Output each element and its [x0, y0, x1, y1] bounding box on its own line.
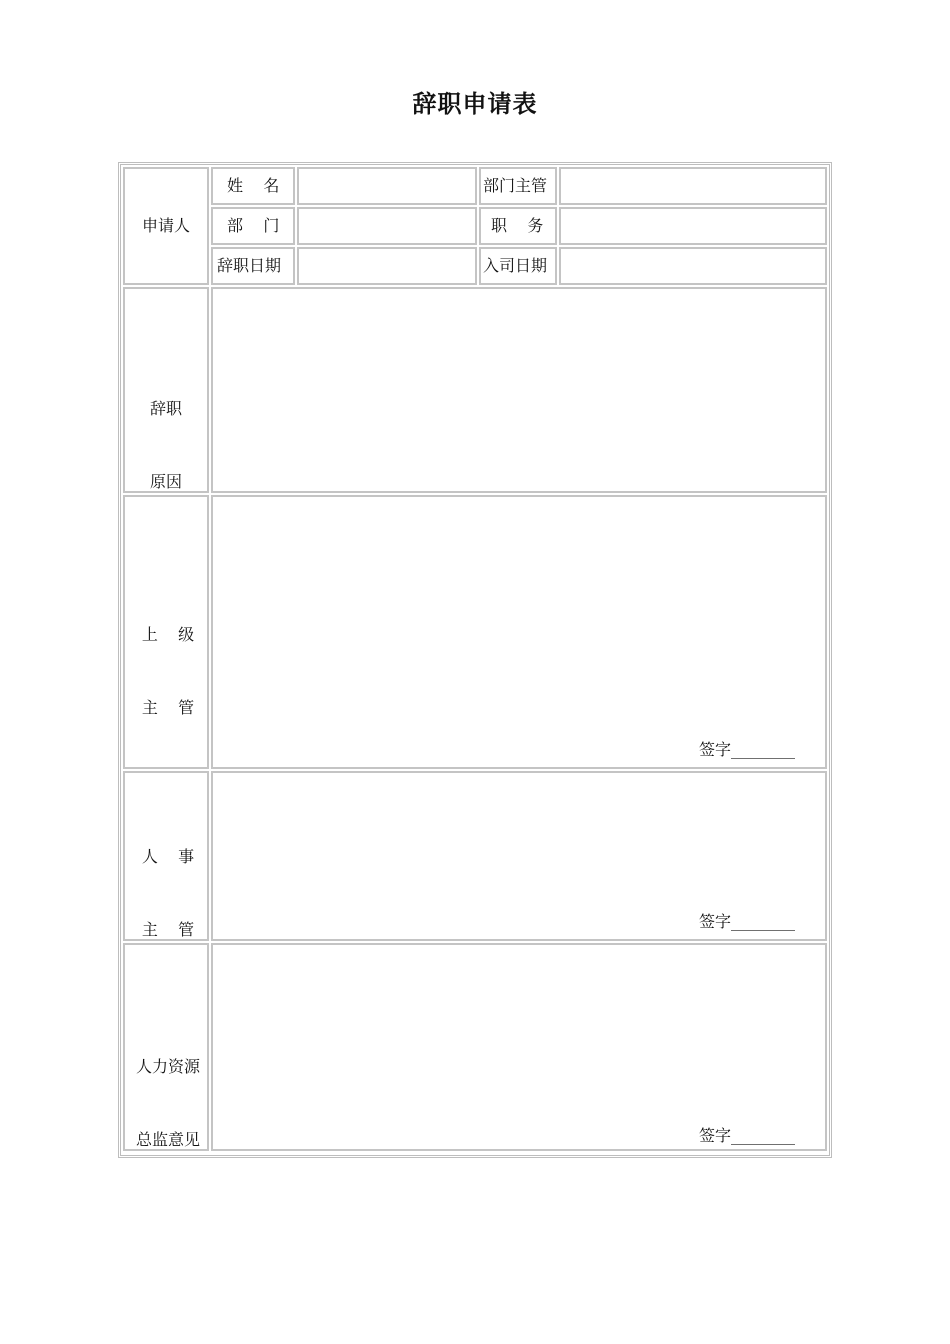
join-date-label: 入司日期	[483, 256, 548, 275]
hr-signature: 签字________	[698, 912, 795, 931]
position-label-cell	[479, 207, 557, 245]
supervisor-field[interactable]	[559, 167, 827, 205]
reason-field[interactable]	[211, 287, 827, 493]
name-label-cell	[211, 167, 295, 205]
superior-signature: 签字________	[698, 740, 795, 759]
reason-label-cell	[123, 287, 209, 493]
dept-label: 部 门	[227, 216, 280, 235]
dept-field[interactable]	[297, 207, 477, 245]
hr-opinion-label-cell	[123, 771, 209, 941]
hr-director-opinion-label-cell	[123, 943, 209, 1151]
join-date-field[interactable]	[559, 247, 827, 285]
superior-opinion-field[interactable]	[211, 495, 827, 769]
supervisor-label-cell	[479, 167, 557, 205]
name-label: 姓 名	[227, 176, 280, 195]
page-title: 辞职申请表	[412, 89, 538, 118]
hr-director-opinion-label: 人力资源 总监意见	[135, 1057, 200, 1149]
resign-date-label-cell	[211, 247, 295, 285]
superior-opinion-label-cell	[123, 495, 209, 769]
dept-label-cell	[211, 207, 295, 245]
reason-label: 辞职 原因	[149, 399, 182, 491]
supervisor-label: 部门主管	[483, 176, 548, 195]
hr-opinion-label: 人 事 主 管	[141, 847, 195, 939]
superior-opinion-label: 上 级 主 管	[141, 625, 195, 717]
resignation-form	[118, 162, 832, 1158]
hr-director-signature: 签字________	[698, 1126, 795, 1145]
resign-date-label: 辞职日期	[217, 256, 282, 275]
hr-opinion-field[interactable]	[211, 771, 827, 941]
name-field[interactable]	[297, 167, 477, 205]
hr-director-opinion-field[interactable]	[211, 943, 827, 1151]
position-field[interactable]	[559, 207, 827, 245]
position-label: 职 务	[491, 216, 544, 235]
applicant-label: 申请人	[141, 216, 190, 235]
join-date-label-cell	[479, 247, 557, 285]
resign-date-field[interactable]	[297, 247, 477, 285]
applicant-label-cell	[123, 167, 209, 285]
